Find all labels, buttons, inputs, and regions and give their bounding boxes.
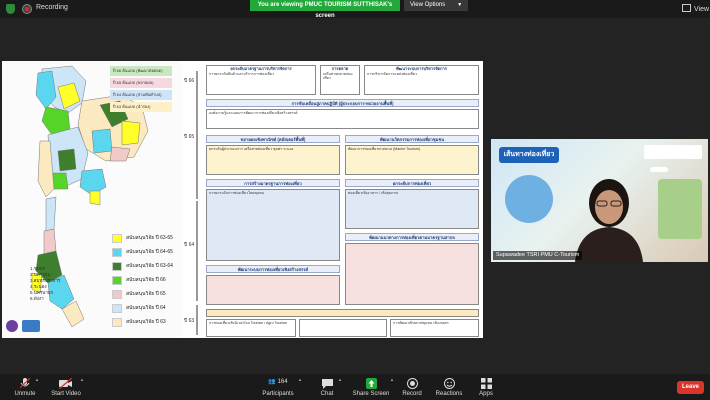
reactions-smiley-icon <box>444 378 455 389</box>
chevron-up-icon[interactable]: ▲ <box>298 377 302 382</box>
legend-bottom <box>112 231 182 329</box>
map-region-south-2 <box>44 229 56 255</box>
legend-label: สนับสนุนวิจัย ปี 64 <box>126 305 166 311</box>
roadmap-box <box>345 189 479 229</box>
legend-swatch <box>112 276 122 285</box>
legend-swatch <box>112 262 122 271</box>
roadmap-box <box>206 275 340 305</box>
section-header: พัฒนาแนวทางการท่องเที่ยวตามมาตรฐานสากล <box>345 233 479 241</box>
background-scene <box>658 179 702 239</box>
legend-swatch <box>112 318 122 327</box>
roadmap-box <box>364 65 479 95</box>
roadmap-box <box>206 65 316 95</box>
map-region-ne-blue <box>92 129 112 153</box>
box-body: การยกระดับการท่องเที่ยวโดยชุมชน <box>209 191 265 195</box>
map-region-central-lime <box>52 173 68 189</box>
roadmap-box <box>345 243 479 305</box>
map-region-central-green <box>58 149 76 171</box>
record-icon <box>407 378 418 389</box>
chevron-up-icon[interactable]: ▲ <box>80 377 84 382</box>
participant-name: Supawadee TSRI PMU C-Tourism <box>493 251 582 260</box>
leave-button[interactable]: Leave <box>677 381 704 394</box>
box-body: พัฒนาการท่องเที่ยวทางทะเล (Marine Tourism) <box>348 147 420 151</box>
roadmap-box <box>206 109 479 129</box>
legend-swatch <box>112 304 122 313</box>
participant-person <box>569 167 649 262</box>
box-body: ยกระดับผู้ประกอบการ เครือข่ายท่องเที่ยว ชุมพร ระนอง <box>209 147 294 151</box>
security-shield-icon[interactable] <box>6 4 15 14</box>
section-header: การสร้างมาตรฐานการท่องเที่ยว <box>206 179 340 187</box>
participants-count: 164 <box>277 379 288 385</box>
participant-video-tile[interactable] <box>491 139 708 262</box>
background-logos <box>644 145 702 159</box>
apps-button[interactable] <box>474 378 498 397</box>
view-button[interactable]: View <box>682 4 709 13</box>
legend-swatch <box>112 290 122 299</box>
section-header: ขยายผลเชิงพาณิชย์ (คลัสเตอร์พื้นที่) <box>206 135 340 143</box>
year-bracket <box>196 201 198 301</box>
province-item: 1.ชุมพร <box>30 266 46 271</box>
legend-item <box>112 259 182 273</box>
legend-swatch <box>112 234 122 243</box>
shared-screen <box>2 61 483 338</box>
participants-button[interactable] <box>258 378 298 397</box>
box-heading: ยกระดับมาตรฐานการบริหารจัดการ <box>230 66 292 71</box>
box-body: การบริหารจัดการแหล่งท่องเที่ยว <box>367 71 417 76</box>
roadmap-box <box>299 319 387 337</box>
legend-swatch <box>112 248 122 257</box>
province-item: 3.สมุทรปราการ <box>30 278 61 283</box>
unmute-label: Unmute <box>14 391 36 397</box>
chevron-up-icon[interactable]: ▲ <box>35 377 39 382</box>
roadmap-box <box>390 319 479 337</box>
record-label: Record <box>402 391 422 397</box>
video-off-icon <box>59 378 73 389</box>
roadmap-box <box>345 145 479 175</box>
box-body: เครือข่ายตลาดท่องเที่ยว <box>323 71 353 81</box>
legend-label: สนับสนุนวิจัย ปี 63-64 <box>126 263 173 269</box>
screen-share-banner: You are viewing PMUC TOURISM SUTTHISAK's screen <box>250 0 400 11</box>
recording-label: Recording <box>36 4 68 11</box>
reactions-label: Reactions <box>435 391 463 397</box>
year-label: ปี 64 <box>184 242 195 248</box>
logo-group <box>6 319 44 337</box>
year-label: ปี 63 <box>184 318 195 324</box>
chevron-down-icon: ▼ <box>457 2 463 8</box>
start-video-label: Start Video <box>51 391 81 397</box>
reactions-button[interactable] <box>434 378 464 397</box>
legend-item <box>112 287 182 301</box>
box-body: องค์ความรู้และแผนการพัฒนาการท่องเที่ยวเชิงสร้างสรรค์ <box>209 111 298 115</box>
box-body: การท่องเที่ยวเชิงนิเวศ Eco Tourism / Agro Tourism <box>209 321 288 325</box>
legend-top-item: ปี 63 ต้นแบบ (นำร่อง) <box>110 102 172 112</box>
roadmap-box <box>206 189 340 261</box>
legend-label: สนับสนุนวิจัย ปี 63 <box>126 319 166 325</box>
legend-label: สนับสนุนวิจัย ปี 65 <box>126 291 166 297</box>
legend-top-item: ปี 65 ต้นแบบ (ขยายผล) <box>110 78 172 88</box>
legend-label: สนับสนุนวิจัย ปี 64-65 <box>126 249 173 255</box>
apps-label: Apps <box>479 391 493 397</box>
participants-label: Participants <box>262 391 294 397</box>
year-bracket <box>196 71 198 131</box>
year-bracket <box>196 305 198 335</box>
roadmap-box <box>206 309 479 317</box>
box-body: การยกระดับสินค้าและบริการการท่องเที่ยว <box>209 71 274 76</box>
roadmap-box <box>206 145 340 175</box>
legend-top-item: ปี 66 ต้นแบบ (พัฒนาต่อยอด) <box>110 66 172 76</box>
roadmap-box <box>206 319 296 337</box>
view-options-button[interactable] <box>404 0 468 11</box>
roadmap-box <box>320 65 360 95</box>
apps-grid-icon <box>481 378 492 389</box>
share-screen-button[interactable] <box>352 378 390 397</box>
legend-item <box>112 315 182 329</box>
record-button[interactable] <box>400 378 424 397</box>
chat-icon <box>322 378 333 389</box>
map-region-east-2 <box>90 191 100 205</box>
year-bracket <box>196 129 198 199</box>
map-region-ne-yellow <box>122 121 140 145</box>
legend-top <box>110 66 172 114</box>
legend-item <box>112 301 182 315</box>
microphone-muted-icon <box>20 378 30 389</box>
recording-icon <box>22 4 32 14</box>
chat-button[interactable] <box>315 378 339 397</box>
legend-item <box>112 245 182 259</box>
section-header: ยกระดับการท่องเที่ยว <box>345 179 479 187</box>
section-header: พัฒนานวัตกรรมการท่องเที่ยวชุมชน <box>345 135 479 143</box>
legend-item <box>112 231 182 245</box>
chat-label: Chat <box>320 391 334 397</box>
legend-label: สนับสนุนวิจัย ปี 63-65 <box>126 235 173 241</box>
background-title: เส้นทางท่องเที่ยว <box>499 147 559 163</box>
province-item: 2.นครปฐม <box>30 272 51 277</box>
province-item: 4.ระนอง <box>30 284 47 289</box>
map-region-south-1 <box>46 197 56 231</box>
box-body: การพัฒนาศักยภาพชุมชน เชิงเกษตร <box>393 321 449 325</box>
chevron-up-icon[interactable]: ▲ <box>338 377 342 382</box>
box-heading: การตลาด <box>331 66 349 71</box>
share-screen-icon <box>366 378 377 389</box>
year-axis <box>184 61 206 338</box>
legend-top-item: ปี 64 ต้นแบบ (สามพันตำบล) <box>110 90 172 100</box>
box-heading: พัฒนาระบบการบริหารจัดการ <box>396 66 447 71</box>
meeting-toolbar <box>0 374 710 400</box>
start-video-button[interactable] <box>48 378 84 397</box>
airplane-icon <box>650 167 668 172</box>
tsri-logo <box>6 320 18 332</box>
share-screen-label: Share Screen <box>352 391 390 397</box>
box-body: ท่องเที่ยวเชิงอาหาร / เชิงสุขภาพ <box>348 191 398 195</box>
chevron-up-icon[interactable]: ▲ <box>390 377 394 382</box>
province-list <box>30 266 60 302</box>
year-label: ปี 66 <box>184 78 195 84</box>
province-item: 6.พังงา <box>30 296 44 301</box>
legend-item <box>112 273 182 287</box>
pmuc-logo <box>22 320 40 332</box>
thailand-map-panel <box>2 61 182 338</box>
map-region-ne-pink <box>110 147 130 161</box>
province-item: 5.นครนายก <box>30 290 54 295</box>
section-header: พัฒนาระบบการท่องเที่ยวเชิงสร้างสรรค์ <box>206 265 340 273</box>
legend-label: สนับสนุนวิจัย ปี 66 <box>126 277 166 283</box>
view-options-label: View Options <box>410 2 446 8</box>
section-header: การขับเคลื่อนสู่ภาคปฏิบัติ (ผู้ประกอบการ-หน่วยงานพื้นที่) <box>206 99 479 107</box>
background-scene <box>505 175 553 223</box>
year-label: ปี 65 <box>184 134 195 140</box>
participants-icon: 👥 164 <box>268 379 288 385</box>
